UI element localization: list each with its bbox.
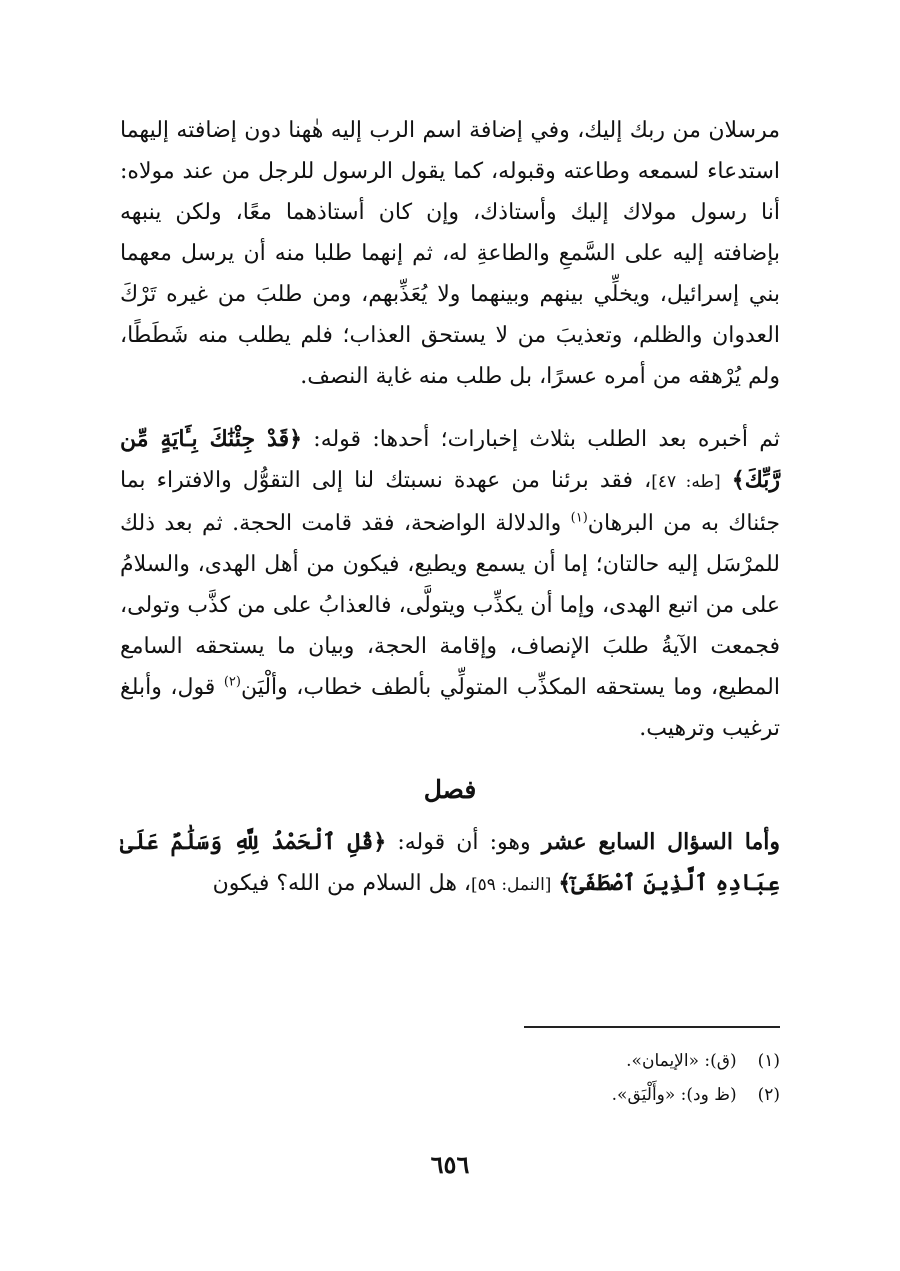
footnote-1-text: (ق): «الإيمان». bbox=[626, 1051, 737, 1071]
footnote-divider bbox=[524, 1026, 780, 1028]
quran-verse-naml: ﴿قُلِ ٱلْحَمْدُ لِلَّهِ وَسَلَٰمٌ عَلَىٰ عِبَادِهِ ٱلَّذِينَ ٱصْطَفَىٰٓ﴾ bbox=[120, 829, 780, 896]
paragraph-3 bbox=[120, 822, 780, 906]
footnote-2-text: (ظ ود): «وأَلْيَق». bbox=[611, 1085, 737, 1105]
paragraph-3-text-1: وهو: أن قوله: bbox=[386, 830, 542, 855]
paragraph-2-text-2: ، فقد برئنا من عهدة نسبتك لنا إلى التقوُّل والافتراء بما جئناك به من البرهان bbox=[120, 468, 780, 536]
footnote-2-number: (٢) bbox=[757, 1085, 780, 1105]
verse-citation-naml: [النمل: ٥٩] bbox=[471, 875, 552, 895]
paragraph-2 bbox=[120, 419, 780, 749]
paragraph-2-text-3: والدلالة الواضحة، فقد قامت الحجة. ثم بعد ذلك للمرْسَل إليه حالتان؛ إما أن يسمع ويطيع، فيكون من أهل الهدى، والسلامُ على من اتبع الهدى، وإما أن يكذِّب ويتولَّى، فالعذابُ على من كذَّب وتولى، فجمعت الآيةُ طلبَ الإنصاف، وإقامة الحجة، وبيان ما يستحقه السامع المطيع، وما يستحقه المكذِّب المتولِّي بألطف خطاب، وألْيَن bbox=[120, 511, 780, 700]
question-label: وأما السؤال السابع عشر bbox=[541, 829, 780, 855]
paragraph-3-text-2: ، هل السلام من الله؟ فيكون bbox=[212, 871, 472, 896]
footnote-2 bbox=[120, 1078, 780, 1112]
footnote-1-number: (١) bbox=[757, 1051, 780, 1071]
paragraph-2-text-4: قول، وأبلغ ترغيب وترهيب. bbox=[120, 675, 780, 741]
verse-citation-taha: [طه: ٤٧] bbox=[651, 472, 721, 492]
quran-verse-taha: ﴿قَدْ جِئْنَٰكَ بِـَٔايَةٍ مِّن رَّبِّكَ﴾ bbox=[120, 426, 780, 493]
footnotes bbox=[120, 1044, 780, 1112]
footnote-ref-2[interactable]: (٢) bbox=[223, 674, 241, 690]
paragraph-1: مرسلان من ربك إليك، وفي إضافة اسم الرب إليه هٰهنا دون إضافته إليهما استدعاء لسمعه وطاعته وقبوله، كما يقول الرسول للرجل من عند مولاه: أنا رسول مولاك إليك وأستاذك، وإن كان أستاذهما معًا، ولكن ينبهه بإضافته إليه على السَّمعِ والطاعةِ له، ثم إنهما طلبا منه أن يرسل معهما بني إسرائيل، ويخلِّي بينهم وبينهما ولا يُعَذِّبهم، ومن طلبَ من غيره تَرْكَ العدوان والظلم، وتعذيبَ من لا يستحق العذاب؛ فلم يطلب منه شَطَطًا، ولم يُرْهقه من أمره عسرًا، بل طلب منه غاية النصف. bbox=[120, 118, 780, 389]
footnote-1 bbox=[120, 1044, 780, 1078]
footnote-ref-1[interactable]: (١) bbox=[570, 510, 588, 526]
page-body bbox=[120, 110, 780, 906]
page-number: ٦٥٦ bbox=[430, 1150, 470, 1179]
section-heading: فصل bbox=[423, 775, 477, 804]
paragraph-2-text-1: ثم أخبره بعد الطلب بثلاث إخبارات؛ أحدها: قوله: bbox=[301, 427, 781, 452]
